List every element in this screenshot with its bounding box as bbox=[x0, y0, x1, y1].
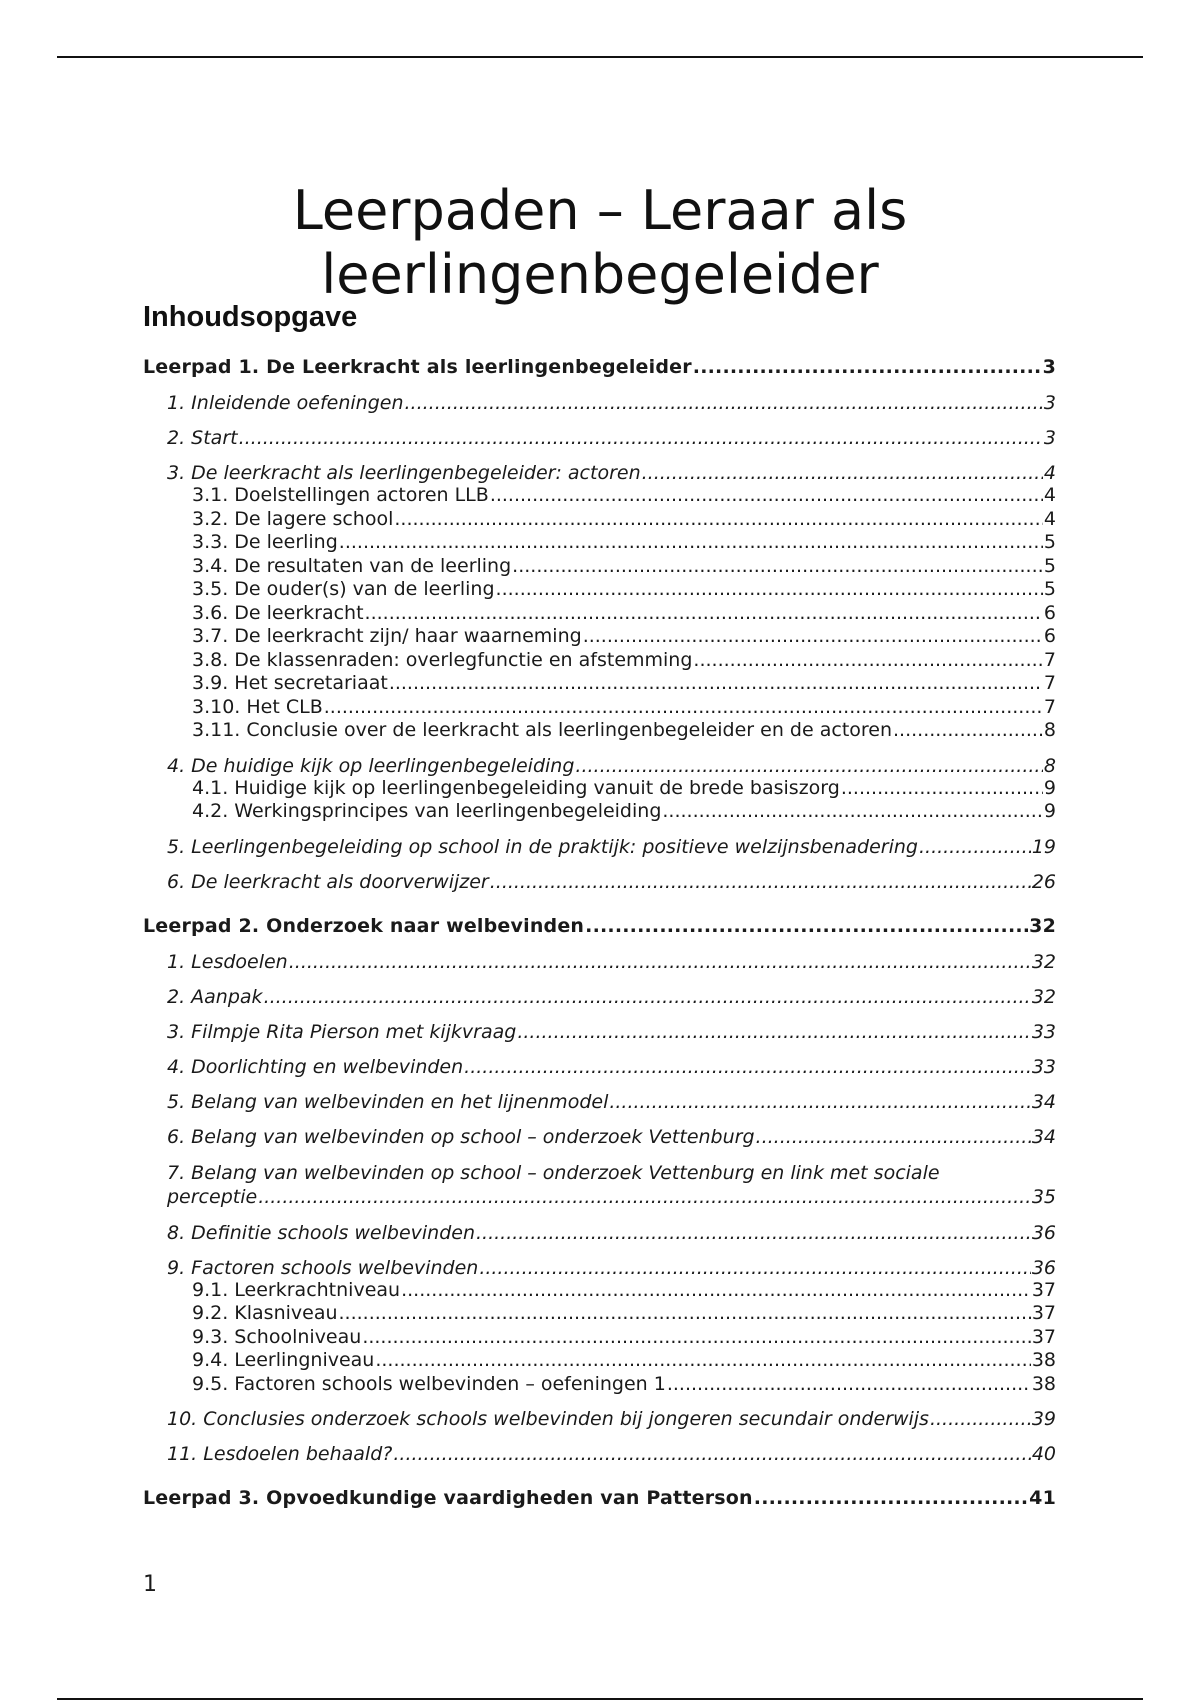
toc-leader-dots bbox=[642, 462, 1043, 484]
toc-chapter-entry[interactable] bbox=[143, 356, 1056, 378]
toc-entry-page: 9 bbox=[1043, 776, 1056, 799]
toc-entry-page: 40 bbox=[1031, 1443, 1056, 1465]
toc-leader-dots bbox=[365, 602, 1043, 626]
toc-entry-page: 26 bbox=[1031, 870, 1056, 893]
toc-leader-dots bbox=[339, 531, 1043, 555]
toc-leader-dots bbox=[496, 578, 1043, 602]
toc-entry-page: 32 bbox=[1031, 985, 1056, 1008]
toc-entry-page: 3 bbox=[1043, 392, 1056, 414]
toc-entry-label: perceptie bbox=[167, 1185, 258, 1208]
header-rule bbox=[57, 56, 1143, 58]
toc-entry-label: 9.1. Leerkrachtniveau bbox=[192, 1278, 401, 1301]
toc-section-entry[interactable] bbox=[143, 1408, 1056, 1430]
toc-entry-page: 3 bbox=[1042, 356, 1056, 378]
toc-leader-dots bbox=[401, 1279, 1031, 1303]
toc-leader-dots bbox=[693, 649, 1042, 673]
toc-entry-page: 4 bbox=[1043, 484, 1056, 506]
toc-entry-label: Leerpad 3. Opvoedkundige vaardigheden van Patterson bbox=[143, 1487, 753, 1509]
toc-entry-label: 6. De leerkracht als doorverwijzer bbox=[167, 870, 489, 893]
toc-leader-dots bbox=[754, 1487, 1028, 1509]
toc-leader-dots bbox=[490, 871, 1031, 893]
toc-entry-label: 4. De huidige kijk op leerlingenbegeleiding bbox=[167, 754, 575, 777]
toc-entry-label: 1. Inleidende oefeningen bbox=[167, 392, 404, 414]
toc-section-entry[interactable] bbox=[143, 1021, 1056, 1043]
toc-leader-dots bbox=[930, 1408, 1031, 1430]
toc-entry-label: 9.4. Leerlingniveau bbox=[192, 1349, 375, 1371]
toc-subsection-entry[interactable] bbox=[143, 1326, 1056, 1350]
toc-entry-page: 38 bbox=[1031, 1349, 1056, 1371]
toc-leader-dots bbox=[375, 1349, 1030, 1373]
toc-entry-page: 8 bbox=[1043, 719, 1056, 741]
toc-entry-page: 32 bbox=[1029, 914, 1056, 937]
toc-entry-label: Leerpad 1. De Leerkracht als leerlingenbegeleider bbox=[143, 356, 692, 378]
toc-leader-dots bbox=[479, 1257, 1031, 1279]
toc-entry-page: 9 bbox=[1043, 800, 1056, 822]
toc-subsection-entry[interactable] bbox=[143, 1302, 1056, 1326]
toc-entry-label: 8. Definitie schools welbevinden bbox=[167, 1221, 476, 1244]
toc-entry-page: 37 bbox=[1031, 1302, 1056, 1324]
toc-entry-page: 7 bbox=[1043, 648, 1056, 671]
toc-entry-label: 3.11. Conclusie over de leerkracht als leerlingenbegeleider en de actoren bbox=[192, 719, 893, 741]
toc-leader-dots bbox=[464, 1056, 1031, 1078]
toc-entry-page: 3 bbox=[1043, 427, 1056, 449]
toc-leader-dots bbox=[841, 777, 1043, 801]
toc-section-entry[interactable] bbox=[143, 836, 1056, 858]
toc-entry-label: 9.2. Klasniveau bbox=[192, 1302, 338, 1324]
toc-leader-dots bbox=[324, 696, 1043, 720]
toc-entry-label: 9.5. Factoren schools welbevinden – oefeningen 1 bbox=[192, 1372, 666, 1395]
toc-entry-label: 3.6. De leerkracht bbox=[192, 601, 364, 624]
toc-subsection-entry[interactable] bbox=[143, 719, 1056, 743]
toc-entry-page: 38 bbox=[1031, 1372, 1056, 1395]
toc-entry-page: 32 bbox=[1031, 950, 1056, 973]
toc-section-entry[interactable] bbox=[143, 871, 1056, 893]
toc-subsection-entry[interactable] bbox=[143, 484, 1056, 508]
toc-entry-label: 3. Filmpje Rita Pierson met kijkvraag bbox=[167, 1020, 517, 1043]
toc-section-entry[interactable] bbox=[143, 986, 1056, 1008]
toc-leader-dots bbox=[667, 1373, 1031, 1397]
toc-leader-dots bbox=[339, 1302, 1031, 1326]
toc-entry-page: 5 bbox=[1043, 531, 1056, 553]
toc-chapter-entry[interactable] bbox=[143, 1487, 1056, 1509]
toc-section-entry[interactable] bbox=[143, 1257, 1056, 1279]
toc-leader-dots bbox=[394, 508, 1043, 532]
toc-entry-page: 36 bbox=[1031, 1221, 1056, 1244]
toc-subsection-entry[interactable] bbox=[143, 1279, 1056, 1303]
toc-entry-page: 4 bbox=[1043, 462, 1056, 484]
toc-entry-page: 34 bbox=[1031, 1125, 1056, 1148]
table-of-contents bbox=[143, 356, 1056, 1509]
toc-entry-label: 5. Leerlingenbegeleiding op school in de praktijk: positieve welzijnsbenadering bbox=[167, 835, 918, 858]
toc-leader-dots bbox=[583, 625, 1043, 649]
toc-entry-page: 7 bbox=[1043, 672, 1056, 694]
toc-entry-label: 3.5. De ouder(s) van de leerling bbox=[192, 578, 495, 600]
toc-entry-page: 4 bbox=[1043, 507, 1056, 530]
toc-leader-dots bbox=[258, 1185, 1031, 1209]
toc-entry-label: 2. Start bbox=[167, 427, 238, 449]
toc-entry-label: 9. Factoren schools welbevinden bbox=[167, 1256, 479, 1279]
toc-entry-label: 11. Lesdoelen behaald? bbox=[167, 1443, 393, 1465]
toc-leader-dots bbox=[393, 1443, 1030, 1465]
toc-leader-dots bbox=[517, 1021, 1030, 1043]
toc-entry-page: 8 bbox=[1043, 754, 1056, 777]
toc-section-entry[interactable] bbox=[143, 1222, 1056, 1244]
toc-subsection-entry[interactable] bbox=[143, 555, 1056, 579]
toc-entry-label: 3.1. Doelstellingen actoren LLB bbox=[192, 484, 489, 506]
toc-entry-label: 3.9. Het secretariaat bbox=[192, 672, 388, 694]
toc-entry-label: 3.7. De leerkracht zijn/ haar waarneming bbox=[192, 625, 582, 647]
toc-entry-label: 1. Lesdoelen bbox=[167, 950, 288, 973]
toc-leader-dots bbox=[919, 836, 1031, 858]
toc-leader-dots bbox=[362, 1326, 1031, 1350]
document-title: Leerpaden – Leraar als leerlingenbegeleider bbox=[292, 179, 908, 307]
toc-subsection-entry[interactable] bbox=[143, 1349, 1056, 1373]
toc-entry-page: 5 bbox=[1043, 554, 1056, 577]
toc-entry-page: 5 bbox=[1043, 578, 1056, 600]
toc-subsection-entry[interactable] bbox=[143, 696, 1056, 720]
toc-entry-page: 37 bbox=[1031, 1278, 1056, 1301]
toc-leader-dots bbox=[476, 1222, 1031, 1244]
toc-section-entry[interactable] bbox=[143, 427, 1056, 449]
toc-chapter-entry[interactable] bbox=[143, 915, 1056, 937]
toc-leader-dots bbox=[585, 915, 1028, 937]
toc-leader-dots bbox=[756, 1126, 1031, 1148]
toc-section-entry[interactable] bbox=[143, 1126, 1056, 1148]
toc-entry-label: 2. Aanpak bbox=[167, 985, 263, 1008]
toc-entry-label: Leerpad 2. Onderzoek naar welbevinden bbox=[143, 914, 585, 937]
toc-section-entry[interactable] bbox=[143, 755, 1056, 777]
toc-entry-page: 6 bbox=[1043, 625, 1056, 647]
toc-entry-label: 4.2. Werkingsprincipes van leerlingenbegeleiding bbox=[192, 800, 662, 822]
toc-entry-page: 6 bbox=[1043, 601, 1056, 624]
toc-entry-page: 36 bbox=[1031, 1256, 1056, 1279]
toc-subsection-entry[interactable] bbox=[143, 625, 1056, 649]
toc-leader-dots bbox=[693, 356, 1042, 378]
toc-subsection-entry[interactable] bbox=[143, 1373, 1056, 1397]
toc-leader-dots bbox=[490, 484, 1043, 508]
toc-entry-label: 6. Belang van welbevinden op school – onderzoek Vettenburg bbox=[167, 1125, 755, 1148]
toc-subsection-entry[interactable] bbox=[143, 602, 1056, 626]
toc-section-entry[interactable] bbox=[143, 1091, 1056, 1113]
toc-subsection-entry[interactable] bbox=[143, 531, 1056, 555]
toc-subsection-entry[interactable] bbox=[143, 578, 1056, 602]
toc-entry-label: 3.8. De klassenraden: overlegfunctie en afstemming bbox=[192, 648, 693, 671]
toc-section-entry[interactable] bbox=[143, 392, 1056, 414]
toc-entry-label: 4. Doorlichting en welbevinden bbox=[167, 1055, 464, 1078]
toc-entry-label: 3.2. De lagere school bbox=[192, 507, 394, 530]
toc-subsection-entry[interactable] bbox=[143, 508, 1056, 532]
toc-entry-label: 4.1. Huidige kijk op leerlingenbegeleiding vanuit de brede basiszorg bbox=[192, 776, 840, 799]
toc-leader-dots bbox=[389, 672, 1043, 696]
toc-entry[interactable] bbox=[143, 1161, 1056, 1209]
toc-entry-label: 3.3. De leerling bbox=[192, 531, 338, 553]
toc-entry-page: 35 bbox=[1031, 1185, 1056, 1208]
toc-entry-page: 37 bbox=[1031, 1325, 1056, 1348]
toc-entry-label: 10. Conclusies onderzoek schools welbevinden bij jongeren secundair onderwijs bbox=[167, 1408, 929, 1430]
toc-entry-page: 34 bbox=[1031, 1090, 1056, 1113]
toc-subsection-entry[interactable] bbox=[143, 649, 1056, 673]
toc-entry-label: 3. De leerkracht als leerlingenbegeleider: actoren bbox=[167, 462, 641, 484]
toc-entry-label: 9.3. Schoolniveau bbox=[192, 1325, 362, 1348]
toc-leader-dots bbox=[893, 719, 1043, 743]
toc-leader-dots bbox=[575, 755, 1043, 777]
toc-entry-label: 3.10. Het CLB bbox=[192, 695, 323, 718]
toc-entry-page: 33 bbox=[1031, 1055, 1056, 1078]
toc-entry-page: 39 bbox=[1031, 1408, 1056, 1430]
toc-section-entry[interactable] bbox=[143, 462, 1056, 484]
toc-entry-label: 7. Belang van welbevinden op school – onderzoek Vettenburg en link met sociale bbox=[167, 1161, 940, 1184]
toc-entry-label: 5. Belang van welbevinden en het lijnenmodel bbox=[167, 1090, 609, 1113]
toc-entry-page: 41 bbox=[1029, 1487, 1056, 1509]
toc-subsection-entry[interactable] bbox=[143, 672, 1056, 696]
toc-heading: Inhoudsopgave bbox=[143, 301, 358, 333]
toc-leader-dots bbox=[405, 392, 1043, 414]
toc-subsection-entry[interactable] bbox=[143, 800, 1056, 824]
page-number: 1 bbox=[143, 1572, 157, 1597]
toc-subsection-entry[interactable] bbox=[143, 777, 1056, 801]
toc-entry-line bbox=[167, 1185, 1056, 1209]
toc-leader-dots bbox=[512, 555, 1043, 579]
toc-leader-dots bbox=[264, 986, 1031, 1008]
toc-section-entry[interactable] bbox=[143, 951, 1056, 973]
toc-leader-dots bbox=[662, 800, 1043, 824]
toc-section-entry[interactable] bbox=[143, 1443, 1056, 1465]
toc-entry-page: 19 bbox=[1031, 835, 1056, 858]
toc-section-entry[interactable] bbox=[143, 1056, 1056, 1078]
toc-leader-dots bbox=[239, 427, 1043, 449]
toc-entry-label: 3.4. De resultaten van de leerling bbox=[192, 554, 512, 577]
toc-leader-dots bbox=[609, 1091, 1030, 1113]
toc-entry-page: 33 bbox=[1031, 1020, 1056, 1043]
toc-leader-dots bbox=[289, 951, 1031, 973]
toc-entry-page: 7 bbox=[1043, 695, 1056, 718]
